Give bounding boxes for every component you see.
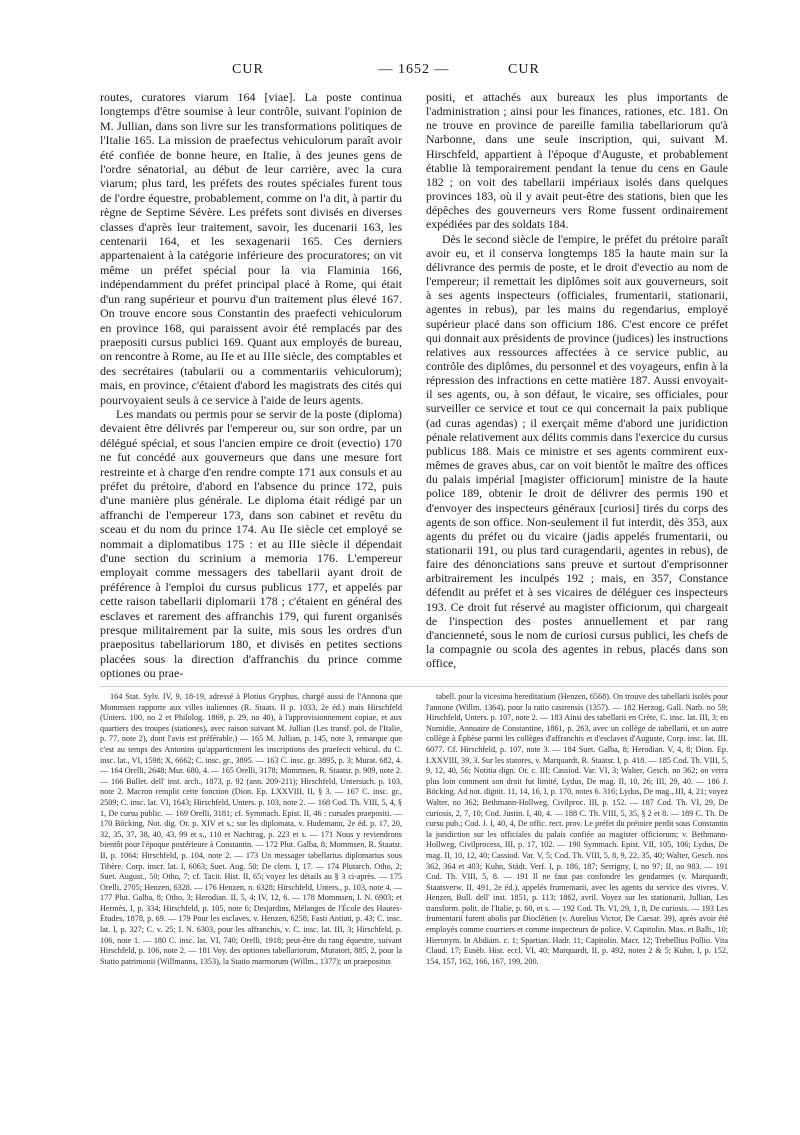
paragraph: routes, curatores viarum 164 [viae]. La poste continua longtemps d'être soumise à leur contrôle, suivant l'opinion de M. Jullian, dans son livre sur les transformations politiques de l'Italie 165. La mission de praefectus vehiculorum paraît avoir été confiée de bonne heure, en Italie, à des jeunes gens de l'ordre sénatorial, au début de leur carrière, avec la cura viarum; plus tard, les préfets des routes spéciales furent tous de l'ordre équestre, probablement, comme on l'a dit, à partir du règne de Septime Sévère. Les préfets sont divisés en diverses classes d'après leur traitement, savoir, les ducenarii 163, les centenarii 164, et les sexagenarii 165. Ces derniers appartenaient à la catégorie inférieure des procuratores; on vit même un préfet spécial pour la via Flaminia 166, indépendamment du préfet principal placé à Rome, qui était d'un rang supérieur et pourvu d'un traitement plus élevé 167. On trouve encore sous Constantin des praefecti vehiculorum en province 168, qui paraissent avoir été remplacés par des praepositi cursus publici 169. Quant aux employés de bureau, on rencontre à Rome, au IIe et au IIIe siècle, des comptables et des secrétaires (tabularii ou a commentariis vehiculorum); mais, en province, c'étaient d'abord les magistrats des cités qui pourvoyaient seuls à ce service à l'aide de leurs agents. xyxy=(100,90,402,407)
left-footnotes xyxy=(100,692,402,967)
footnote-block: tabell. pour la vicesima hereditatium (Henzen, 6568). On trouve des tabellarii isolés pour l'annone (Willm. 1364), pour la ratio castrensis (1357). — 182 Herzog, Gall. Narb. no 59; Hirschfeld, Unters. p. 107, note 2. — 183 Ainsi des tabellarii en Crète, C. insc. lat. III, 3; en Numidie, Annuaire de Constantine, 1861, p. 263, avec un collège de tabellarii, et un autre collège à Éphèse parmi les collèges d'affranchis et d'esclaves d'Auguste, Corp. insc. lat. III. 6077. Cf. Hirschfeld, p. 107, note 3. — 184 Suet. Galba, 8; Herodian. V, 4, 8; Dion. Ep. LXXVIII, 39, 3. Sur les statores, v. Marquardt, R. Staatsr. I, p. 418. — 185 Cod. Th. VIII, 5, 9, 12, 40, 56; Notitia dign. Or. c. III; Cassiod. Var. VI, 3; Walter, Gesch. no 362; on verra plus loin comment son droit fut limité, Lydus, De mag. II, 10, 26; III, 29, 40. — 186 J. Böcking. Ad not. dignit. 11, 14, 16, I, p. 170, notes 6. 316; Lydus, De mag., III, 4, 21; voyez Walter, no 362; Bethmann-Hollweg, Civilproc. III, p. 152. — 187 Cod. Th. VI, 29, De curiosis, 2, 7, 10; Cod. Justin. I, 40, 4. — 188 C. Th. VIII, 5, 35, § 2 et 8. — 189 C. Th. De cursu pub.; Cod. J. I, 40, 4, De offic. rect. prov. Le préfet du prétoire perdit sous Constantin la juridiction sur les officiales du palais confiée au magister officiorum; v. Bethmann-Hollweg, Civilprocess, III, p. 17, 102. — 190 Symmach. Epist. VII, 105, 106; Lydus, De mag. II, 10, 12, 40; Cassiod. Var. V, 5; Cod. Th. VIII, 5, 8, 9, 22, 35, 40; Walter, Gesch. nos 362, 364 et 403; Kuhn, Städt. Verf. I, p. 186, 187; Serrigny, I, no 97; II, no 983. — 191 Cod. Th. VIII, 5, 8. — 191 Il ne faut pas confondre les gendarmes (v. Marquardt, Staatsverw. II, 491, 2e éd.), appelés frumentarii, avec les agents du service des vivres. V. Henzen, Bull. dell' inst. 1851, p. 113; 1862, avril. Voyez sur les stationarii, Jullian, Les transform. polit. de l'Italie, p. 60, et s. — 192 Cod. Th. VI, 29, 1, 8, De curiosis. — 193 Les frumentarii furent abolis par Dioclétien (v. Aurelius Victor, De Caesar. 39), après avoir été employés comme courriers et comme inspecteurs de police. V. Capitolin. Max. et Balb., 10; Hieronym. In Abdiam. c. 1; Spartian. Hadr. 11; Capitolin. Macr. 12; Trebellius Pollio. Vita Claud. 17; Eusèb. Hist. eccl. VI, 40; Marquardt, II, p. 492, notes 2 & 5; Kuhn, I, p. 152, 154, 157, 162, 166, 167, 199, 200. xyxy=(426,692,728,966)
left-text-column xyxy=(100,90,402,681)
running-header xyxy=(100,62,728,84)
footnote-block: 164 Stat. Sylv. IV, 9, 18-19, adressé à Plotius Gryphus, chargé aussi de l'Annona que Mommsen rapporte aux villes italiennes (R. Staats. II p. 1033, 2e éd.) mais Hirschfeld (Unters. 100, no 2 et Philolog. 1869, p. 29, no 40), à l'approvisionnement copiae, et aux quartiers des troupes (stationes), avec raison suivant M. Jullian (Les transf. pol. de l'Italie, p. 77, note 2), dont l'avis est préférable.) — 165 M. Jullian, p. 145, note 3, remarque que c'est au temps des Antonins qu'apparticnnent les inscriptions des praefecti vehicul. du C. insc. lat., VI, 1598; X, 6662; C. insc. gr., 3895. — 163 C. insc. gr. 3895, p. 3; Murat. 682, 4. — 164 Orelli, 2648; Mur. 680, 4. — 165 Orelli, 3178; Mommsen, R. Staatsr. p. 909, note 2. — 166 Bullet. dell' inst. arch., 1873, p. 92 (ann. 209-211); Hirschfeld, Untersuch. p. 103, note 2. Macron remplit cette fonction (Dion. Ep. LXXVIII, II, § 3. — 167 C. insc. gr., 2509; C. insc. lat. VI, 1643; Hirschfeld, Unters. p. 103, note 2. — 168 Cod. Th. VIII, 5, 4, § 1, De cursu public. — 169 Orelli, 3181; cf. Symmach. Epist. II, 46 : cursales praepositi. — 170 Böcking, Not. dig. Or. p. XIV et s.; sur les diplomata, v. Hudemann, 2e éd. p. 17, 20, 32, 35, 37, 38, 40, 43, 99 et s., 110 et Nachtrag, p. 223 et s. — 171 Nous y reviendrons bientôt pour l'époque postérieure à Constantin. — 172 Plut. Galba, 8; Mommsen, R. Staatsr. II, p. 1064; Hirschfeld, p. 104, note 2. — 173 Un messager tabellarius diplomarius sous Tibère. Corp. inscr. lat. I, 6063; Suet. Aug. 50; De clem. I, 17. — 174 Plutarch. Otho, 2; Suet. August., 50; Otho, 7; cf. Tacit. Hist. II, 65; voyez les détails au § 3 ci-après. — 175 Orelli, 2705; Henzen, 6328. — 176 Henzen, n. 6328; Hirschfeld, Unters., p. 103, note 4. — 177 Plut. Galba, 8; Otho, 3; Herodian. II, 5, 4; IV, 12, 6. — 178 Mommsen, I. N. 6903; et Hermès, I, p. 334; Hirschfeld, p. 105, note 6; Desjardins, Mélanges de l'École des Hautes-Études, 1878, p. 69. — 179 Pour les esclaves, v. Henzen, 6258; Fasti Antiati, p. 43; C. insc. lat. I, p. 327; C. v. 25; I. N. 6303, pour les affranchis, v. C. insc. lat. III, 3; Hirschfeld, p. 106, note 1. — 180 C. insc. lat. VI, 740; Orelli, 1918; peut-être du rang équestre, suivant Hirschfeld, p. 106, note 2. — 181 Voy. des optiones tabellariorum, Muratori, 885, 2, pour la Statio patrimonii (Willmanns, 1353), la Statio marmorum (Willm., 1377); un praepositus xyxy=(100,692,402,966)
paragraph: positi, et attachés aux bureaux les plus importants de l'administration ; ainsi pour les finances, rationes, etc. 181. On ne trouve en province de pareille familia tabellariorum qu'à Narbonne, dans une seule inscription, qui, suivant M. Hirschfeld, appartient à l'époque d'Auguste, et probablement établie là temporairement pendant la tenue du cens en Gaule 182 ; on voit des tabellarii impériaux isolés dans quelques provinces 183, où il y avait peut-être des stations, bien que les dépêches des gouverneurs vers Rome fussent ordinairement expédiées par des soldats 184. xyxy=(426,90,728,232)
paragraph: Les mandats ou permis pour se servir de la poste (diploma) devaient être délivrés par l'empereur ou, sur son ordre, par un délégué spécial, et sous l'ancien empire ce droit (evectio) 170 ne fut concédé aux gouverneurs que dans une mesure fort restreinte et à charge d'en rendre compte 171 aux consuls et au préfet du prétoire, d'abord en l'absence du prince 172, puis d'une manière plus générale. Le diploma était rédigé par un affranchi de l'empereur 173, dans son cabinet et revêtu du sceau et du nom du prince 174. Au IIe siècle cet employé se nommait a diplomatibus 175 : et au IIIe siècle il dépendait d'une section du scrinium a memoria 176. L'empereur employait comme messagers des tabellarii ayant droit de préférence à l'emploi du cursus publicus 177, et appelés par cette raison tabellarii diplomarii 178 ; c'étaient en général des esclaves et rarement des affranchis 179, qui furent organisés presque militairement par la suite, mis sous les ordres d'un praepositus tabellariorum 180, et divisés en petites sections placées sous la direction d'affranchis du prince comme optiones ou prae- xyxy=(100,406,402,681)
footnote-divider xyxy=(100,686,728,687)
right-text-column xyxy=(426,90,728,670)
header-right-entry: CUR xyxy=(508,62,540,77)
paragraph: Dès le second siècle de l'empire, le préfet du prétoire paraît avoir eu, et il conserva longtemps 185 la haute main sur la délivrance des permis de poste, et le droit d'evectio au nom de l'empereur; il remettait les diplômes soit aux gouverneurs, soit à ses agents inspecteurs (officiales, frumentarii, stationarii, agentes in rebus), par les mains du regendarius, employé supérieur placé dans son officium 186. C'est encore ce préfet qui donnait aux présidents de province (judices) les instructions relatives aux ressources affectées à ce service public, au contrôle des diplômes, du personnel et des voyageurs, enfin à la répression des infractions en cette matière 187. Aussi envoyait-il ses agents, ou, à son défaut, le vicaire, ses officiales, pour surveiller ce service et tout ce qui concernait la paix publique (ad curas agendas) ; il exerçait même d'abord une juridiction pénale relativement aux délits commis dans l'exercice du cursus publicus 188. Mais ce ministre et ses agents commirent eux-mêmes de graves abus, car on voit bientôt le maître des offices du palais impérial [magister officiorum] ministre de la haute police 189, obtenir le droit de délivrer des permis 190 et d'envoyer des inspecteurs généraux [curiosi] tirés du corps des agents de son office. Non-seulement il fut interdit, dès 353, aux agents du préfet ou du vicaire (jadis appelés frumentarii, ou stationarii 191, ou plus tard curagendarii, agentes in rebus), de faire des dénonciations sans preuve et surtout d'emprisonner arbitrairement les inculpés 192 ; mais, en 357, Constance défendit au préfet et à ses vicaires de déléguer ces inspecteurs 193. Ce droit fut réservé au magister officiorum, qui chargeait de l'inspection des postes annuellement et par rang d'ancienneté, sous le nom de curiosi cursus publici, les chefs de la compagnie ou scola des agentes in rebus, placés dans son office, xyxy=(426,231,728,671)
page-number: — 1652 — xyxy=(378,62,450,77)
header-left-entry: CUR xyxy=(232,62,264,77)
right-footnotes xyxy=(426,692,728,967)
